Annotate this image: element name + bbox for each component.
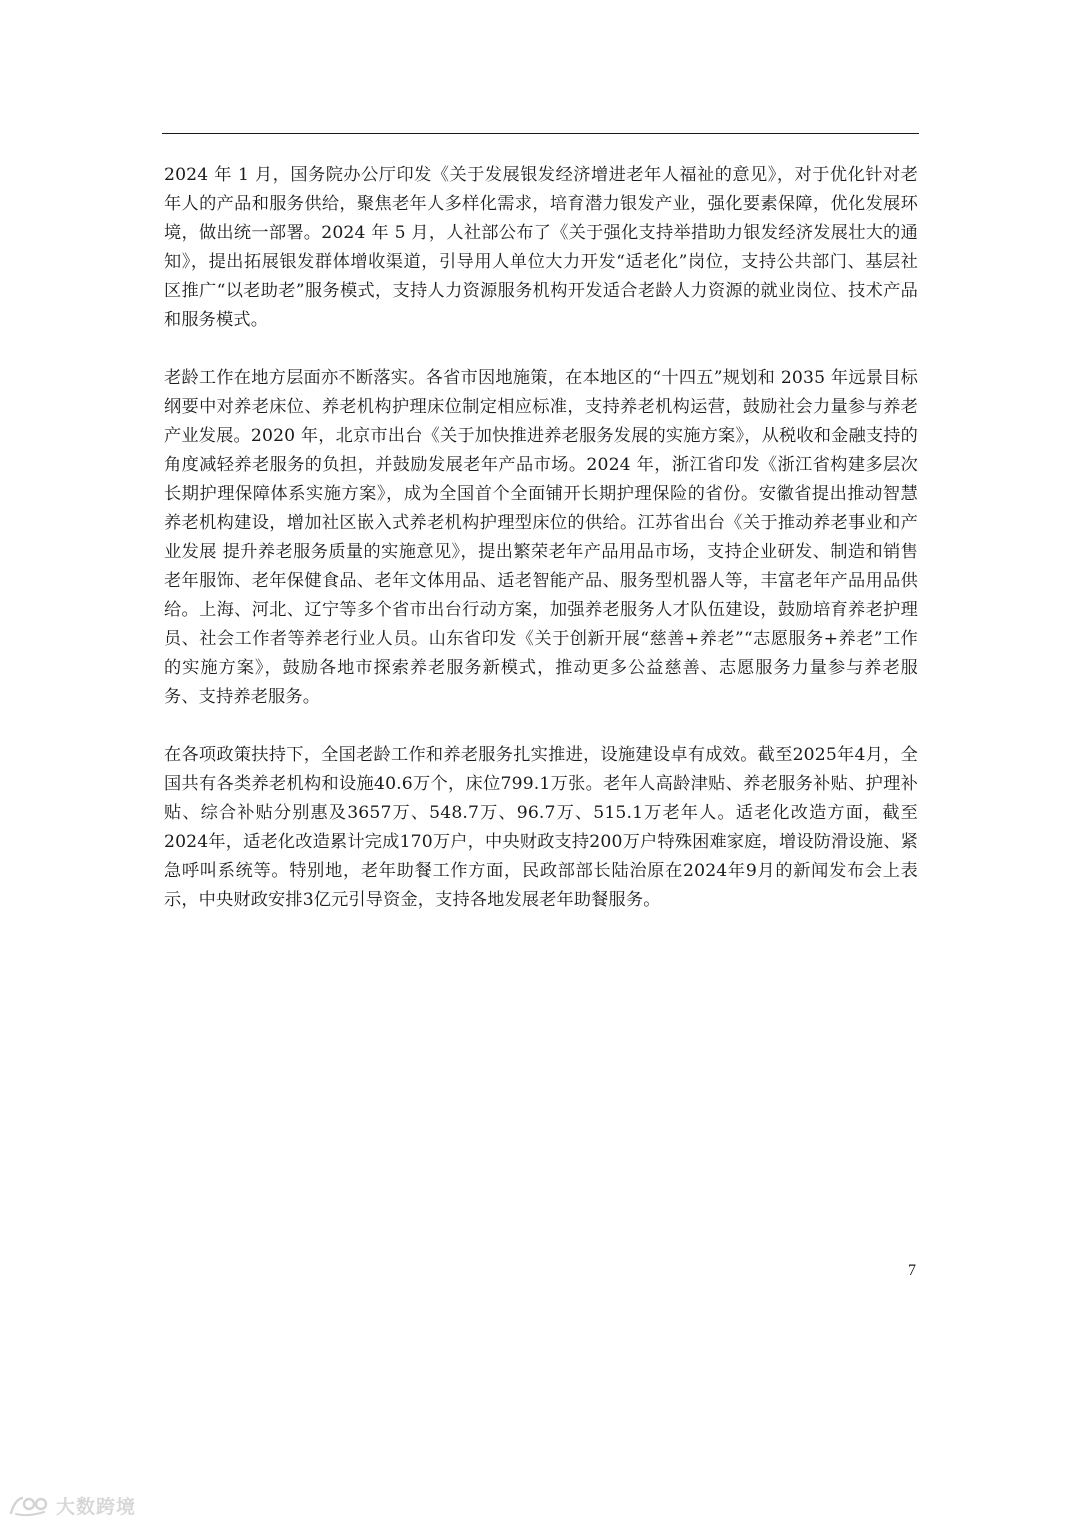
watermark-text: 大数跨境 [56,1496,137,1518]
document-body [164,161,918,915]
watermark [8,1492,136,1519]
brand-logo-icon [8,1493,52,1519]
paragraph-national-policy: 2024 年 1 月，国务院办公厅印发《关于发展银发经济增进老年人福祉的意见》，对于优化针对老年人的产品和服务供给，聚焦老年人多样化需求，培育潜力银发产业，强化要素保障，优化发展环境，做出统一部署。2024 年 5 月，人社部公布了《关于强化支持举措助力银发经济发展壮大的通知》，提出拓展银发群体增收渠道，引导用人单位大力开发“适老化”岗位，支持公共部门、基层社区推广“以老助老”服务模式，支持人力资源服务机构开发适合老龄人力资源的就业岗位、技术产品和服务模式。 [164,165,918,330]
page-number: 7 [908,1262,916,1279]
paragraph-results: 在各项政策扶持下，全国老龄工作和养老服务扎实推进，设施建设卓有成效。截至2025年4月，全国共有各类养老机构和设施40.6万个，床位799.1万张。老年人高龄津贴、养老服务补贴、护理补贴、综合补贴分别惠及3657万、548.7万、96.7万、515.1万老年人。适老化改造方面，截至2024年，适老化改造累计完成170万户，中央财政支持200万户特殊困难家庭，增设防滑设施、紧急呼叫系统等。特别地，老年助餐工作方面，民政部部长陆治原在2024年9月的新闻发布会上表示，中央财政安排3亿元引导资金，支持各地发展老年助餐服务。 [164,745,918,910]
header-rule [162,133,919,134]
paragraph-local-policy: 老龄工作在地方层面亦不断落实。各省市因地施策，在本地区的“十四五”规划和 2035 年远景目标纲要中对养老床位、养老机构护理床位制定相应标准，支持养老机构运营，鼓励社会力量参与养老产业发展。2020 年，北京市出台《关于加快推进养老服务发展的实施方案》，从税收和金融支持的角度减轻养老服务的负担，并鼓励发展老年产品市场。2024 年，浙江省印发《浙江省构建多层次长期护理保障体系实施方案》，成为全国首个全面铺开长期护理保险的省份。安徽省提出推动智慧养老机构建设，增加社区嵌入式养老机构护理型床位的供给。江苏省出台《关于推动养老事业和产业发展 提升养老服务质量的实施意见》，提出繁荣老年产品用品市场，支持企业研发、制造和销售老年服饰、老年保健食品、老年文体用品、适老智能产品、服务型机器人等，丰富老年产品用品供给。上海、河北、辽宁等多个省市出台行动方案，加强养老服务人才队伍建设，鼓励培育养老护理员、社会工作者等养老行业人员。山东省印发《关于创新开展“慈善+养老”“志愿服务+养老”工作的实施方案》，鼓励各地市探索养老服务新模式，推动更多公益慈善、志愿服务力量参与养老服务、支持养老服务。 [164,368,918,707]
